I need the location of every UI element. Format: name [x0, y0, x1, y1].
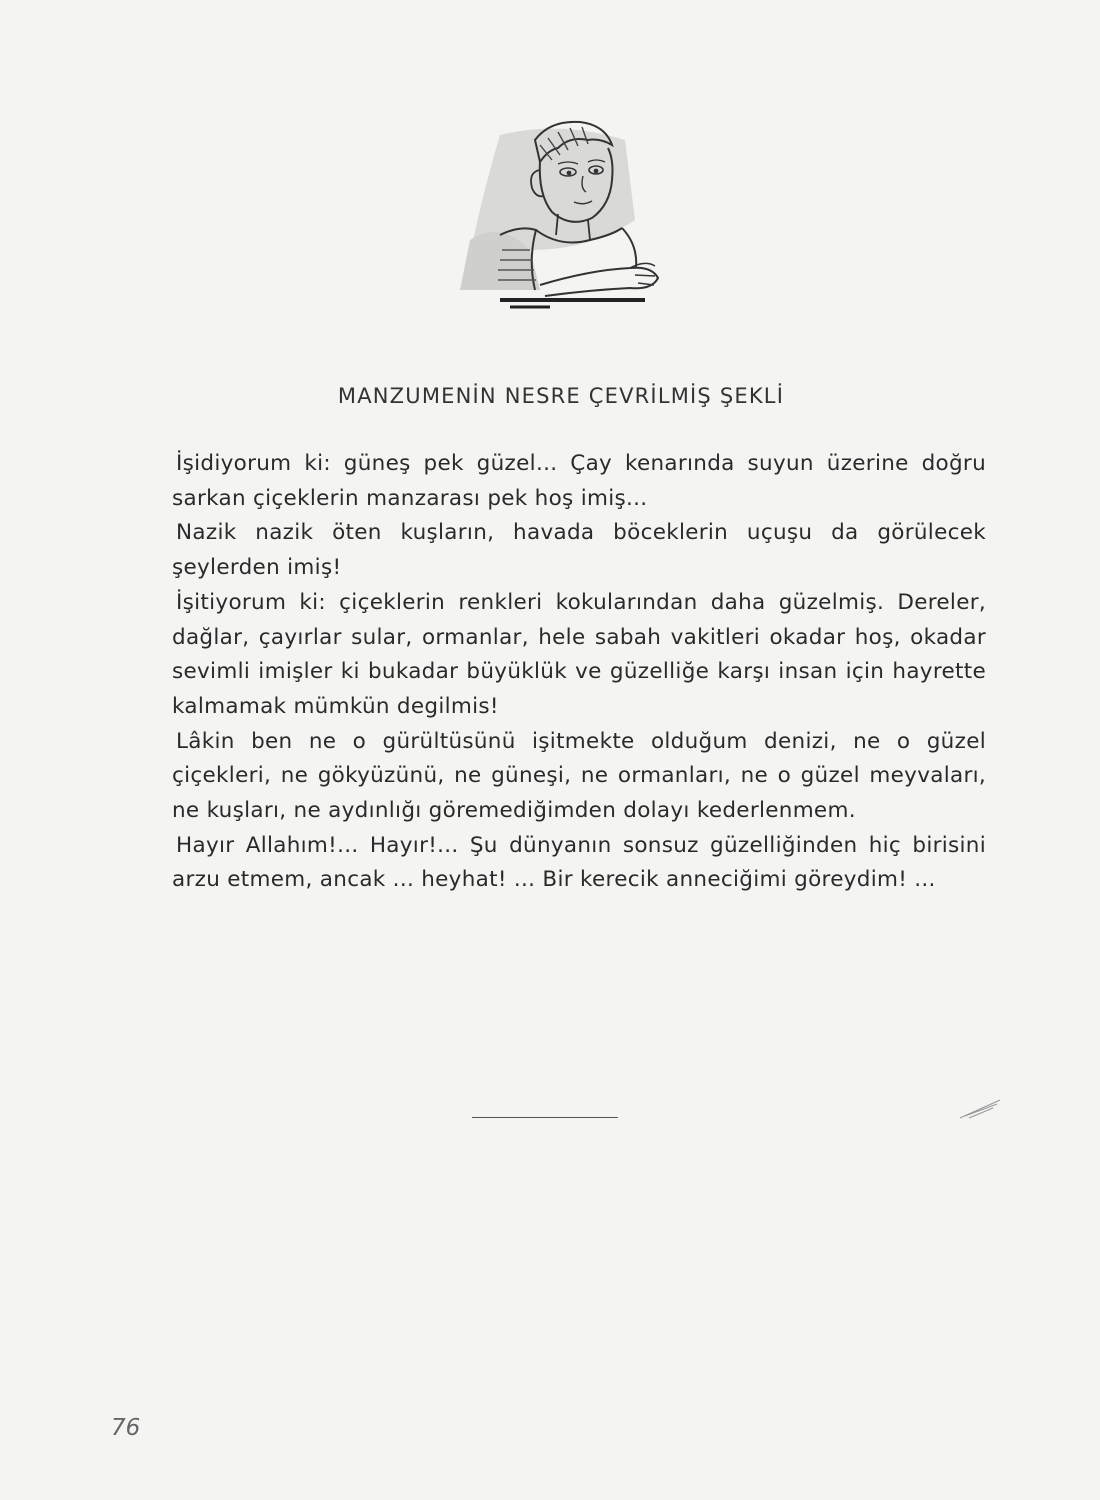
section-divider	[472, 1117, 618, 1118]
paragraph-3: İşitiyorum ki: çiçeklerin renkleri kokularından daha güzelmiş. Dereler, dağlar, çayırlar sular, ormanlar, hele sabah vakitleri okadar hoş, okadar sevimli imişler ki bukadar büyüklük ve güzelliğe karşı insan için hayrette kalmamak mümkün degilmis!	[172, 589, 986, 719]
page-number: 76	[111, 1415, 141, 1441]
paragraph-2: Nazik nazik öten kuşların, havada böceklerin uçuşu da görülecek şeylerden imiş!	[172, 520, 986, 581]
paragraph-1: İşidiyorum ki: güneş pek güzel... Çay kenarında suyun üzerine doğru sarkan çiçeklerin manzarası pek hoş imiş...	[172, 451, 986, 511]
paragraph-5: Hayır Allahım!... Hayır!... Şu dünyanın sonsuz güzelliğinden hiç birisini arzu etmem, ancak ... heyhat! ... Bir kerecik anneciğimi göreydim! ...	[172, 832, 986, 893]
ink-mark	[955, 1094, 1005, 1124]
page-title: MANZUMENİN NESRE ÇEVRİLMİŞ ŞEKLİ	[337, 384, 785, 408]
paragraph-4: Lâkin ben ne o gürültüsünü işitmekte olduğum denizi, ne o güzel çiçekleri, ne gökyüzünü, ne güneşi, ne ormanları, ne o güzel meyvaları, ne kuşları, ne aydınlığı göremediğimden dolayı kederlenmem.	[172, 728, 986, 824]
body-text	[172, 447, 986, 898]
boy-illustration	[440, 100, 670, 315]
